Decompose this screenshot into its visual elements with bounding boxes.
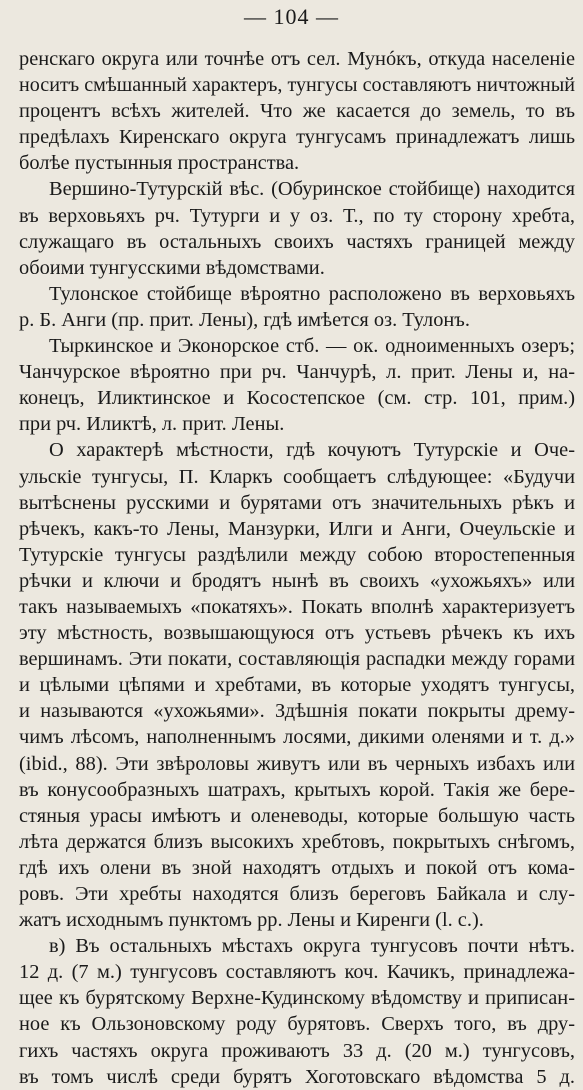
text-line: Тулонское стойбище вѣроятно расположено въ верховьяхъ bbox=[49, 282, 575, 305]
text-line: и называются «ухожьями». Здѣшнія покати покрыты дрему- bbox=[19, 700, 575, 723]
paragraph bbox=[19, 281, 575, 333]
text-line: болѣе пустынныя пространства. bbox=[19, 152, 300, 175]
paragraph bbox=[19, 46, 575, 176]
paragraph bbox=[19, 437, 575, 933]
text-line: вершинамъ. Эти покати, составляющія распадки между горами bbox=[19, 648, 575, 671]
text-line: р. Б. Анги (пр. прит. Лены), гдѣ имѣется оз. Тулонъ. bbox=[19, 308, 470, 331]
text-line: въ томъ числѣ среди бурятъ Хоготовскаго вѣдомства 5 д. bbox=[19, 1065, 575, 1088]
text-line: ное къ Ользоновскому роду бурятовъ. Сверхъ того, въ дру- bbox=[19, 1013, 575, 1036]
text-line: О характерѣ мѣстности, гдѣ кочуютъ Тутурскіе и Оче- bbox=[49, 439, 575, 462]
text-line: вытѣснены русскими и бурятами отъ значительныхъ рѣкъ и bbox=[19, 491, 575, 514]
text-line: Тутурскіе тунгусы раздѣлили между собою второстепенныя bbox=[19, 543, 575, 566]
text-line: ренскаго округа или точнѣе отъ сел. Мунóкъ, откуда населеніе bbox=[19, 48, 575, 70]
text-line: 12 д. (7 м.) тунгусовъ составляютъ коч. Качикъ, принадлежа- bbox=[19, 961, 575, 984]
text-line: рѣчки и ключи и бродятъ нынѣ въ своихъ «ухожьяхъ» или bbox=[19, 569, 575, 592]
paragraph bbox=[19, 176, 575, 280]
paragraph bbox=[19, 933, 575, 1090]
text-line: и цѣлыми цѣпями и хребтами, въ которые уходятъ тунгусы, bbox=[19, 674, 575, 697]
text-line: гихъ частяхъ округа проживаютъ 33 д. (20 м.) тунгусовъ, bbox=[19, 1039, 575, 1062]
text-line: обоими тунгусскими вѣдомствами. bbox=[19, 256, 325, 279]
text-line: щее къ бурятскому Верхне-Кудинскому вѣдомству и приписан- bbox=[19, 987, 575, 1010]
body-text bbox=[19, 46, 575, 1090]
text-line: въ конусообразныхъ шатрахъ, крытыхъ корой. Такія же бере- bbox=[19, 778, 575, 801]
text-line: стяныя урасы имѣютъ и оленеводы, которые большую часть bbox=[19, 804, 575, 827]
text-line: процентъ всѣхъ жителей. Что же касается до земель, то въ bbox=[19, 100, 575, 123]
text-line: гдѣ ихъ олени въ зной находятъ отдыхъ и покой отъ кома- bbox=[19, 856, 575, 879]
text-line: служащаго въ остальныхъ своихъ частяхъ границей между bbox=[19, 230, 575, 253]
text-line: чимъ лѣсомъ, наполненнымъ лосями, дикими оленями и т. д.» bbox=[19, 726, 575, 749]
text-line: при рч. Иликтѣ, л. прит. Лены. bbox=[19, 413, 285, 436]
text-line: ровъ. Эти хребты находятся близъ береговъ Байкала и слу- bbox=[19, 883, 575, 905]
text-line: въ верховьяхъ рч. Тутурги и у оз. Т., по ту сторону хребта, bbox=[19, 204, 575, 227]
text-line: Тыркинское и Эконорское стб. — ок. одноименныхъ озеръ; bbox=[49, 335, 575, 358]
text-line: эту мѣстность, возвышающуюся отъ устьевъ рѣчекъ къ ихъ bbox=[19, 622, 575, 645]
text-line: Вершино-Тутурскій вѣс. (Обуринское стойбище) находится bbox=[49, 178, 575, 201]
text-line: жатъ исходнымъ пунктомъ рр. Лены и Киренги (l. c.). bbox=[19, 909, 484, 932]
text-line: лѣта держатся близъ высокихъ хребтовъ, покрытыхъ снѣгомъ, bbox=[19, 830, 575, 853]
text-line: рѣчекъ, какъ-то Лены, Манзурки, Илги и Анги, Очеульскіе и bbox=[19, 517, 575, 540]
text-line: (ibid., 88). Эти звѣроловы живутъ или въ черныхъ избахъ или bbox=[19, 752, 575, 775]
text-line: носитъ смѣшанный характеръ, тунгусы составляютъ ничтожный bbox=[19, 74, 575, 97]
text-line: Чанчурское вѣроятно при рч. Чанчурѣ, л. прит. Лены и, на- bbox=[19, 361, 575, 384]
text-line: в) Въ остальныхъ мѣстахъ округа тунгусовъ почти нѣтъ. bbox=[49, 935, 575, 958]
page-number: — 104 — bbox=[244, 4, 339, 29]
text-line: ульскіе тунгусы, П. Кларкъ сообщаетъ слѣдующее: «Будучи bbox=[19, 465, 575, 488]
text-line: предѣлахъ Киренскаго округа тунгусамъ принадлежатъ лишь bbox=[19, 126, 575, 149]
paragraph bbox=[19, 333, 575, 437]
text-line: такъ называемыхъ «покатяхъ». Покать вполнѣ характеризуетъ bbox=[19, 595, 575, 618]
text-line: конецъ, Иликтинское и Косостепское (см. стр. 101, прим.) bbox=[19, 387, 575, 410]
